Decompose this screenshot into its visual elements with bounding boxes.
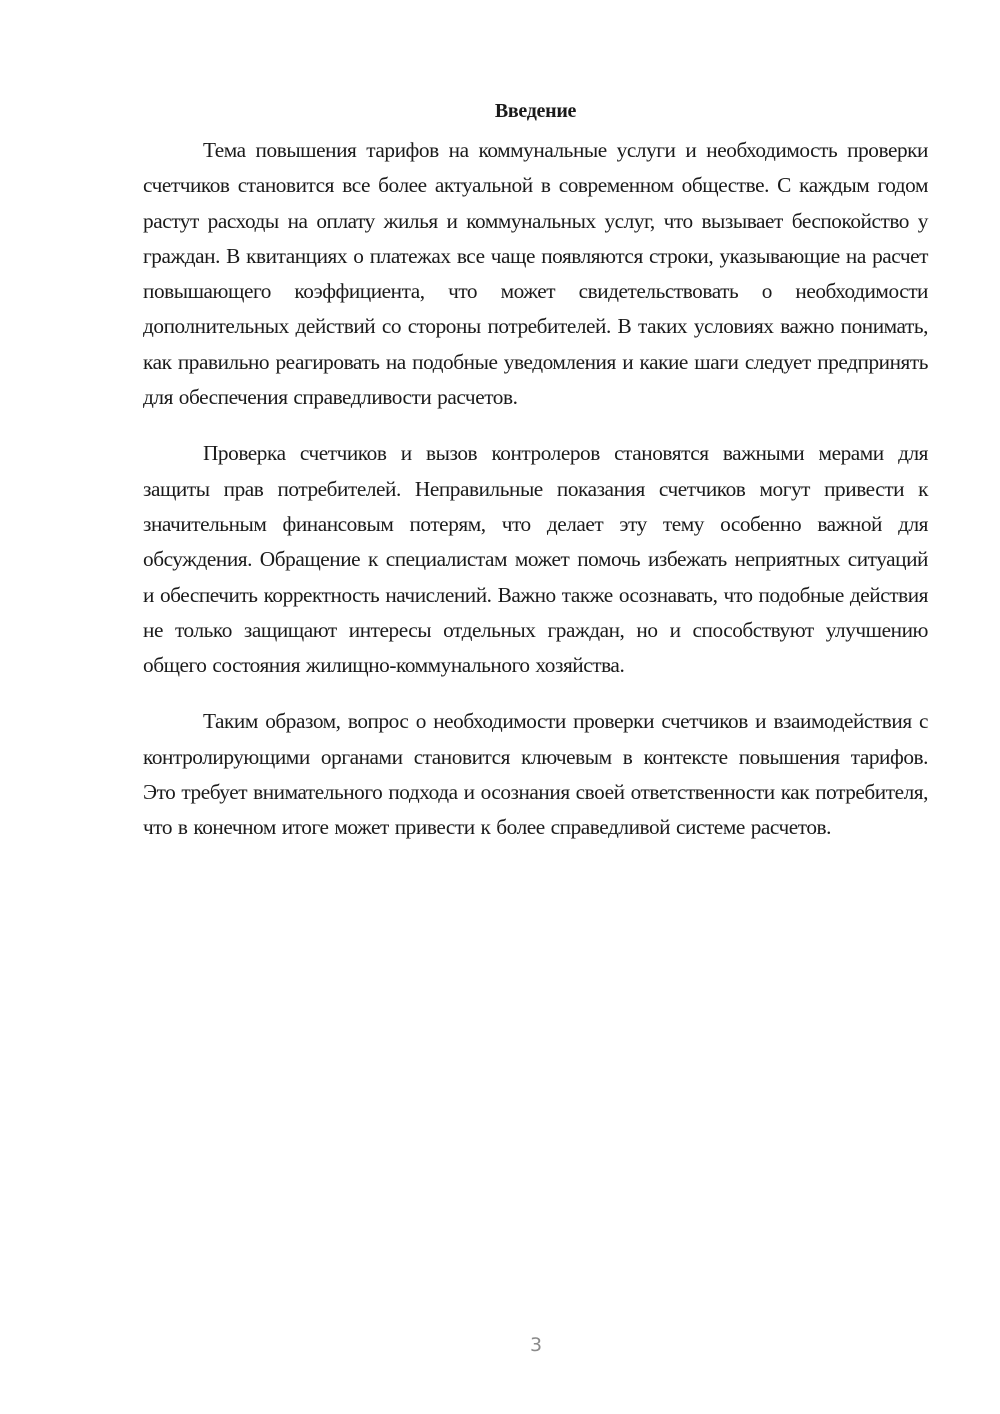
paragraph-3: Таким образом, вопрос о необходимости проверки счетчиков и взаимодействия с контролирующими органами становится ключевым в контексте повышения тарифов. Это требует внимательного подхода и осознания своей ответственности как потребителя, что в конечном итоге может привести к более справедливой системе расчетов. <box>143 709 928 840</box>
section-title: Введение <box>494 100 577 122</box>
paragraph-1: Тема повышения тарифов на коммунальные услуги и необходимость проверки счетчиков становится все более актуальной в современном обществе. С каждым годом растут расходы на оплату жилья и коммунальных услуг, что вызывает беспокойство у граждан. В квитанциях о платежах все чаще появляются строки, указывающие на расчет повышающего коэффициента, что может свидетельствовать о необходимости дополнительных действий со стороны потребителей. В таких условиях важно понимать, как правильно реагировать на подобные уведомления и какие шаги следует предпринять для обеспечения справедливости расчетов. <box>143 138 928 410</box>
paragraph-2: Проверка счетчиков и вызов контролеров становятся важными мерами для защиты прав потребителей. Неправильные показания счетчиков могут привести к значительным финансовым потерям, что делает эту тему особенно важной для обсуждения. Обращение к специалистам может помочь избежать неприятных ситуаций и обеспечить корректность начислений. Важно также осознавать, что подобные действия не только защищают интересы отдельных граждан, но и способствуют улучшению общего состояния жилищно-коммунального хозяйства. <box>143 441 928 678</box>
page-number: 3 <box>529 1334 543 1356</box>
document-page <box>143 96 928 846</box>
